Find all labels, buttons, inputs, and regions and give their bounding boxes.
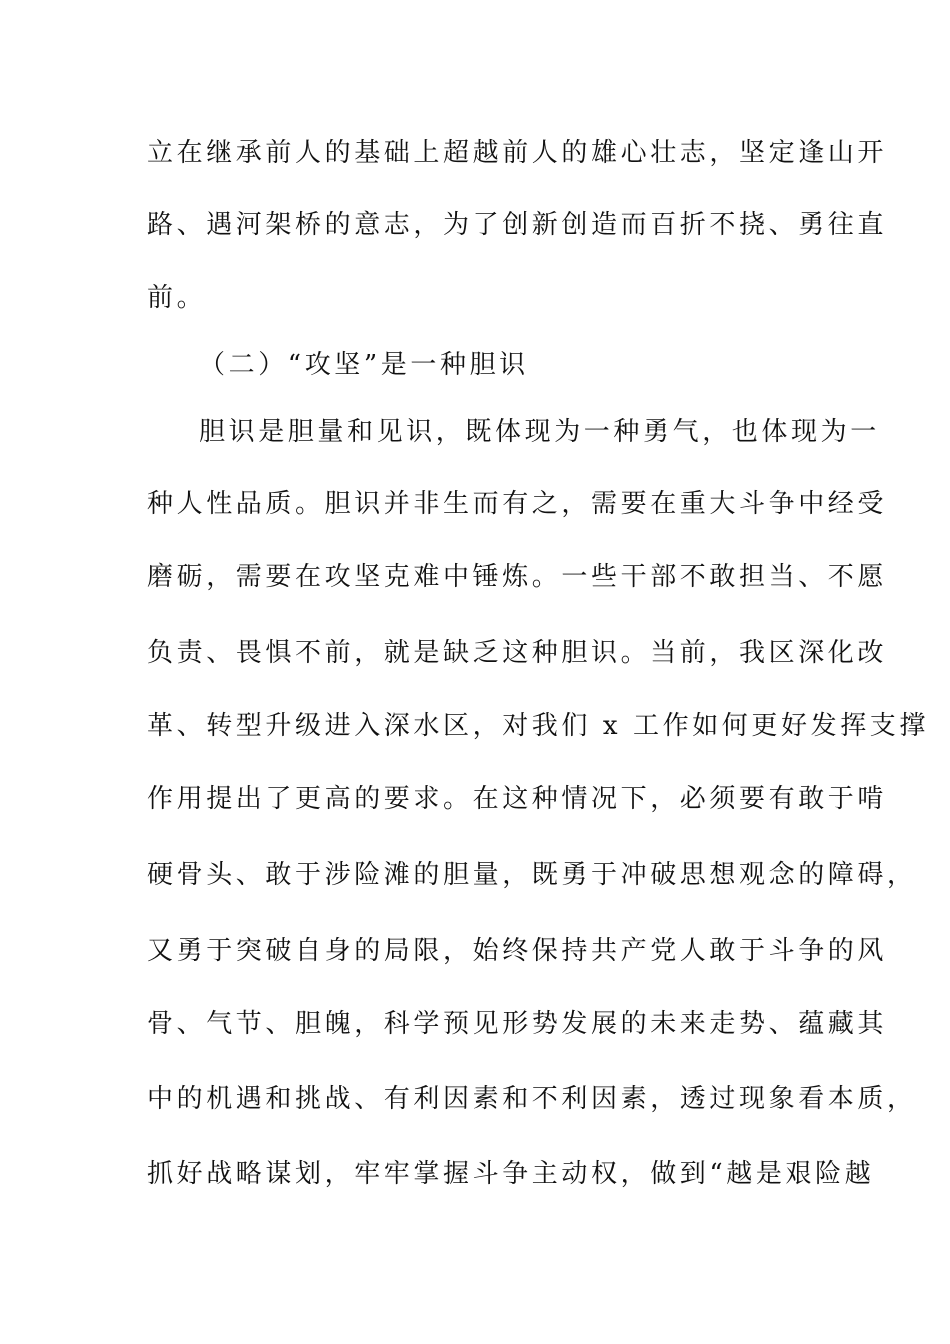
text-line-13: 骨、气节、胆魄，科学预见形势发展的未来走势、蕴藏其 <box>147 1009 888 1039</box>
text-line-10: 作用提出了更高的要求。在这种情况下，必须要有敢于啃 <box>147 784 888 814</box>
text-line-8: 负责、畏惧不前，就是缺乏这种胆识。当前，我区深化改 <box>147 638 888 668</box>
text-line-15: 抓好战略谋划，牢牢掌握斗争主动权，做到“越是艰险越 <box>147 1159 875 1189</box>
text-line-5: 胆识是胆量和见识，既体现为一种勇气，也体现为一 <box>199 417 880 447</box>
text-line-11: 硬骨头、敢于涉险滩的胆量，既勇于冲破思想观念的障碍， <box>147 860 917 890</box>
section-heading: （二）“攻坚”是一种胆识 <box>199 350 529 380</box>
text-line-6: 种人性品质。胆识并非生而有之，需要在重大斗争中经受 <box>147 489 888 519</box>
text-line-7: 磨砺，需要在攻坚克难中锤炼。一些干部不敢担当、不愿 <box>147 562 888 592</box>
text-line-1: 立在继承前人的基础上超越前人的雄心壮志，坚定逢山开 <box>147 138 888 168</box>
text-line-3: 前。 <box>147 283 207 313</box>
text-line-9: 革、转型升级进入深水区，对我们 x 工作如何更好发挥支撑 <box>147 711 929 741</box>
text-line-2: 路、遇河架桥的意志，为了创新创造而百折不挠、勇往直 <box>147 210 888 240</box>
text-line-12: 又勇于突破自身的局限，始终保持共产党人敢于斗争的风 <box>147 936 888 966</box>
text-line-14: 中的机遇和挑战、有利因素和不利因素，透过现象看本质， <box>147 1084 917 1114</box>
